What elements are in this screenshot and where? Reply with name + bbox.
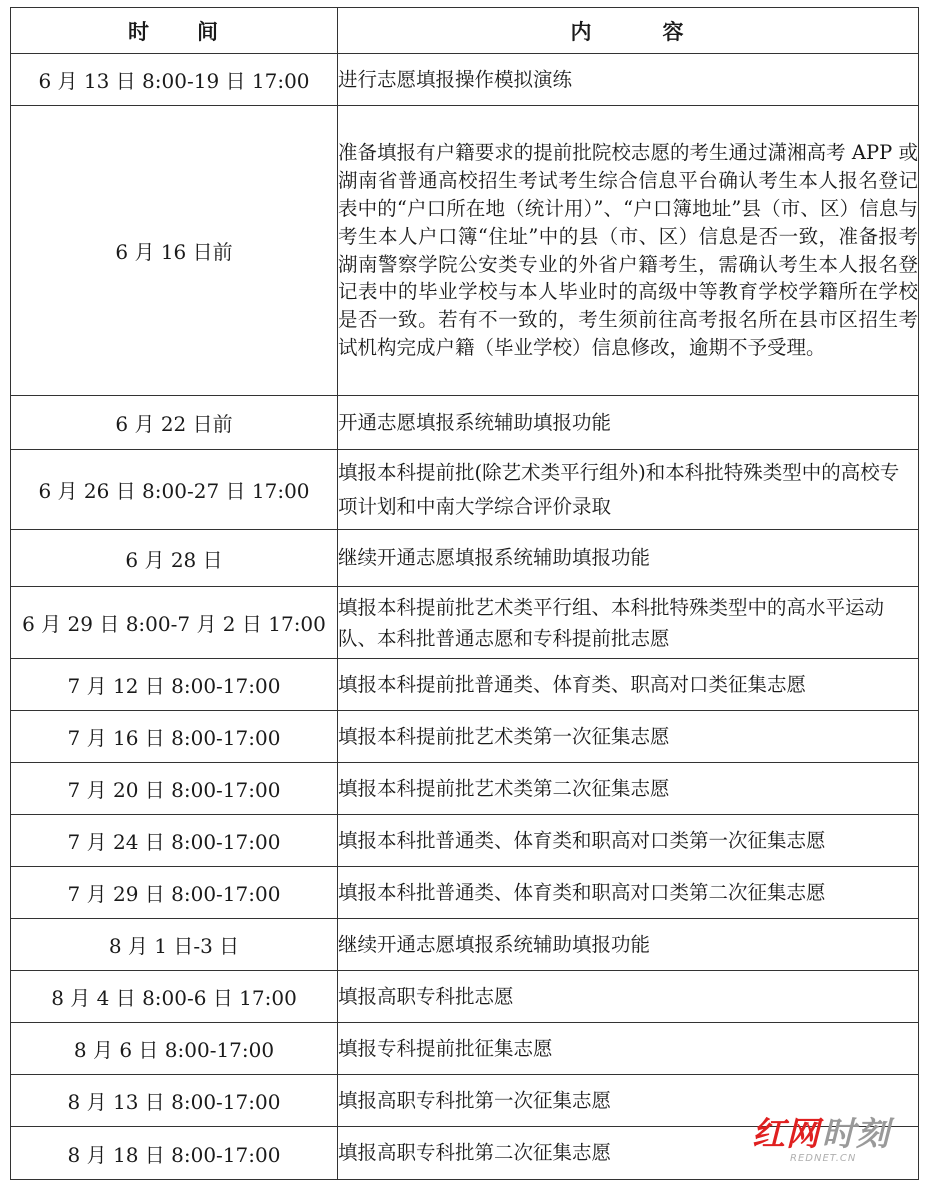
- content-cell: 填报本科批普通类、体育类和职高对口类第一次征集志愿: [338, 815, 919, 867]
- table-row: [11, 763, 919, 815]
- time-cell: 6 月 29 日 8:00-7 月 2 日 17:00: [11, 587, 338, 659]
- time-cell: 8 月 6 日 8:00-17:00: [11, 1023, 338, 1075]
- time-cell: 8 月 4 日 8:00-6 日 17:00: [11, 971, 338, 1023]
- table-row: [11, 711, 919, 763]
- time-cell: 7 月 29 日 8:00-17:00: [11, 867, 338, 919]
- table-row: [11, 450, 919, 530]
- time-cell: 7 月 20 日 8:00-17:00: [11, 763, 338, 815]
- table-row: [11, 659, 919, 711]
- schedule-table: [10, 7, 919, 1180]
- time-cell: 7 月 12 日 8:00-17:00: [11, 659, 338, 711]
- content-cell: 填报本科提前批艺术类第二次征集志愿: [338, 763, 919, 815]
- content-cell: 填报本科批普通类、体育类和职高对口类第二次征集志愿: [338, 867, 919, 919]
- time-cell: 6 月 26 日 8:00-27 日 17:00: [11, 450, 338, 530]
- content-cell: 继续开通志愿填报系统辅助填报功能: [338, 530, 919, 587]
- header-content: 内 容: [338, 8, 919, 54]
- time-cell: 6 月 22 日前: [11, 396, 338, 450]
- rednet-logo: [750, 1109, 910, 1167]
- content-cell: 填报专科提前批征集志愿: [338, 1023, 919, 1075]
- content-cell: 填报本科提前批(除艺术类平行组外)和本科批特殊类型中的高校专项计划和中南大学综合评价录取: [338, 450, 919, 530]
- time-cell: 6 月 28 日: [11, 530, 338, 587]
- content-cell: 填报高职专科批第一次征集志愿: [338, 1075, 919, 1127]
- content-cell: 准备填报有户籍要求的提前批院校志愿的考生通过潇湘高考 APP 或湖南省普通高校招生考试考生综合信息平台确认考生本人报名登记表中的“户口所在地（统计用）”、“户口簿地址”县（市、区）信息与考生本人户口簿“住址”中的县（市、区）信息是否一致，准备报考湖南警察学院公安类专业的外省户籍考生，需确认考生本人报名登记表中的毕业学校与本人毕业时的高级中等教育学校学籍所在学校是否一致。若有不一致的，考生须前往高考报名所在县市区招生考试机构完成户籍（毕业学校）信息修改，逾期不予受理。: [338, 106, 919, 396]
- time-cell: 8 月 1 日-3 日: [11, 919, 338, 971]
- table-row: [11, 867, 919, 919]
- time-cell: 7 月 16 日 8:00-17:00: [11, 711, 338, 763]
- content-cell: 填报高职专科批志愿: [338, 971, 919, 1023]
- content-cell: 填报本科提前批艺术类平行组、本科批特殊类型中的高水平运动队、本科批普通志愿和专科提前批志愿: [338, 587, 919, 659]
- table-row: [11, 919, 919, 971]
- table-row: [11, 54, 919, 106]
- table-row: [11, 1023, 919, 1075]
- time-cell: 8 月 13 日 8:00-17:00: [11, 1075, 338, 1127]
- content-cell: 开通志愿填报系统辅助填报功能: [338, 396, 919, 450]
- logo-site: REDNET.CN: [790, 1153, 857, 1164]
- content-cell: 填报高职专科批第二次征集志愿: [338, 1127, 919, 1180]
- table-row: [11, 815, 919, 867]
- content-cell: 填报本科提前批普通类、体育类、职高对口类征集志愿: [338, 659, 919, 711]
- content-cell: 进行志愿填报操作模拟演练: [338, 54, 919, 106]
- table-row: [11, 971, 919, 1023]
- table-row: [11, 106, 919, 396]
- time-cell: 6 月 13 日 8:00-19 日 17:00: [11, 54, 338, 106]
- time-cell: 8 月 18 日 8:00-17:00: [11, 1127, 338, 1180]
- content-cell: 继续开通志愿填报系统辅助填报功能: [338, 919, 919, 971]
- time-cell: 6 月 16 日前: [11, 106, 338, 396]
- table-row: [11, 396, 919, 450]
- table-row: [11, 587, 919, 659]
- logo-brand-red: 红网: [752, 1114, 820, 1153]
- content-cell: 填报本科提前批艺术类第一次征集志愿: [338, 711, 919, 763]
- table-row: [11, 530, 919, 587]
- logo-brand-gray: 时刻: [822, 1114, 890, 1153]
- table-header-row: [11, 8, 919, 54]
- header-time: 时 间: [11, 8, 338, 54]
- time-cell: 7 月 24 日 8:00-17:00: [11, 815, 338, 867]
